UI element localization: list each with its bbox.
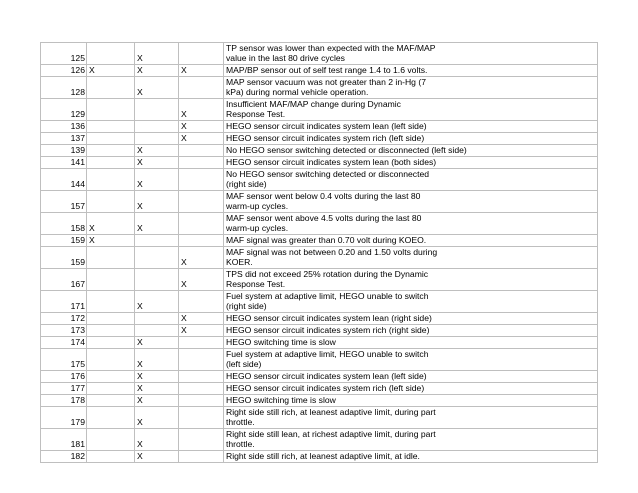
koeo-cell (87, 145, 135, 157)
description-line: HEGO sensor circuit indicates system lean (right side) (226, 313, 432, 323)
koeo-cell (87, 191, 135, 213)
continuous-cell (179, 291, 224, 313)
table-row (41, 371, 598, 383)
table-row (41, 169, 598, 191)
description-line: HEGO switching time is slow (226, 337, 336, 347)
continuous-cell (179, 451, 224, 463)
code-cell: 126 (41, 65, 87, 77)
description-cell (224, 213, 598, 235)
koer-cell: X (135, 191, 179, 213)
koeo-cell (87, 349, 135, 371)
code-cell: 167 (41, 269, 87, 291)
table-row (41, 407, 598, 429)
description-line: MAF signal was greater than 0.70 volt during KOEO. (226, 235, 427, 245)
description-line: TPS did not exceed 25% rotation during the Dynamic (226, 269, 429, 279)
description-line: KOER. (226, 257, 253, 267)
table-row (41, 325, 598, 337)
code-cell: 125 (41, 43, 87, 65)
description-cell (224, 291, 598, 313)
koer-cell (135, 247, 179, 269)
table-row (41, 451, 598, 463)
code-cell: 175 (41, 349, 87, 371)
koer-cell: X (135, 145, 179, 157)
description-cell (224, 99, 598, 121)
koeo-cell (87, 451, 135, 463)
continuous-cell (179, 371, 224, 383)
koer-cell: X (135, 157, 179, 169)
koeo-cell (87, 337, 135, 349)
koer-cell (135, 313, 179, 325)
trouble-code-table (40, 42, 598, 463)
koeo-cell (87, 157, 135, 169)
code-cell: 176 (41, 371, 87, 383)
description-line: MAF sensor went below 0.4 volts during the last 80 (226, 191, 421, 201)
description-cell (224, 65, 598, 77)
koer-cell (135, 325, 179, 337)
description-cell (224, 337, 598, 349)
continuous-cell (179, 349, 224, 371)
description-line: HEGO sensor circuit indicates system rich (right side) (226, 325, 430, 335)
continuous-cell: X (179, 313, 224, 325)
description-line: MAF sensor went above 4.5 volts during the last 80 (226, 213, 422, 223)
description-line: (left side) (226, 359, 262, 369)
description-line: HEGO sensor circuit indicates system lean (left side) (226, 371, 427, 381)
koeo-cell: X (87, 213, 135, 235)
continuous-cell (179, 235, 224, 247)
code-cell: 137 (41, 133, 87, 145)
description-cell (224, 383, 598, 395)
koer-cell: X (135, 383, 179, 395)
description-cell (224, 235, 598, 247)
code-cell: 172 (41, 313, 87, 325)
code-cell: 179 (41, 407, 87, 429)
koeo-cell (87, 247, 135, 269)
koeo-cell (87, 395, 135, 407)
description-cell (224, 191, 598, 213)
code-cell: 159 (41, 247, 87, 269)
description-cell (224, 121, 598, 133)
description-cell (224, 145, 598, 157)
koer-cell (135, 99, 179, 121)
description-cell (224, 325, 598, 337)
description-line: HEGO sensor circuit indicates system rich (left side) (226, 383, 425, 393)
koer-cell: X (135, 169, 179, 191)
continuous-cell (179, 43, 224, 65)
koer-cell: X (135, 213, 179, 235)
code-cell: 174 (41, 337, 87, 349)
code-cell: 136 (41, 121, 87, 133)
continuous-cell (179, 191, 224, 213)
koeo-cell (87, 407, 135, 429)
koeo-cell (87, 383, 135, 395)
description-line: MAF signal was not between 0.20 and 1.50 volts during (226, 247, 438, 257)
description-cell (224, 313, 598, 325)
koer-cell: X (135, 451, 179, 463)
description-line: Response Test. (226, 109, 286, 119)
koeo-cell (87, 99, 135, 121)
code-cell: 129 (41, 99, 87, 121)
koeo-cell (87, 77, 135, 99)
table-row (41, 235, 598, 247)
continuous-cell: X (179, 121, 224, 133)
description-cell (224, 247, 598, 269)
continuous-cell (179, 383, 224, 395)
table-row (41, 65, 598, 77)
description-cell (224, 157, 598, 169)
continuous-cell: X (179, 325, 224, 337)
code-cell: 177 (41, 383, 87, 395)
koeo-cell: X (87, 65, 135, 77)
koeo-cell (87, 269, 135, 291)
description-line: warm-up cycles. (226, 201, 289, 211)
description-line: Right side still rich, at leanest adaptive limit, at idle. (226, 451, 420, 461)
description-cell (224, 169, 598, 191)
table-row (41, 213, 598, 235)
table-row (41, 121, 598, 133)
continuous-cell (179, 157, 224, 169)
description-line: No HEGO sensor switching detected or disconnected (left side) (226, 145, 467, 155)
koeo-cell (87, 371, 135, 383)
description-line: (right side) (226, 179, 267, 189)
description-line: Right side still lean, at richest adaptive limit, during part (226, 429, 436, 439)
code-cell: 173 (41, 325, 87, 337)
koeo-cell (87, 43, 135, 65)
code-cell: 139 (41, 145, 87, 157)
koer-cell: X (135, 77, 179, 99)
continuous-cell (179, 407, 224, 429)
description-cell (224, 395, 598, 407)
koer-cell (135, 133, 179, 145)
description-cell (224, 269, 598, 291)
table-row (41, 429, 598, 451)
description-line: warm-up cycles. (226, 223, 289, 233)
koer-cell: X (135, 65, 179, 77)
continuous-cell (179, 145, 224, 157)
koeo-cell (87, 291, 135, 313)
table-row (41, 145, 598, 157)
code-cell: 178 (41, 395, 87, 407)
code-cell: 171 (41, 291, 87, 313)
continuous-cell: X (179, 269, 224, 291)
koeo-cell: X (87, 235, 135, 247)
description-cell (224, 451, 598, 463)
description-cell (224, 407, 598, 429)
description-line: HEGO sensor circuit indicates system rich (left side) (226, 133, 425, 143)
description-line: No HEGO sensor switching detected or disconnected (226, 169, 430, 179)
description-line: (right side) (226, 301, 267, 311)
code-cell: 128 (41, 77, 87, 99)
koer-cell: X (135, 291, 179, 313)
continuous-cell (179, 337, 224, 349)
description-line: throttle. (226, 439, 255, 449)
code-cell: 182 (41, 451, 87, 463)
description-cell (224, 429, 598, 451)
table-row (41, 77, 598, 99)
table-row (41, 269, 598, 291)
table-row (41, 383, 598, 395)
table-row (41, 133, 598, 145)
koer-cell: X (135, 337, 179, 349)
code-cell: 141 (41, 157, 87, 169)
description-line: MAP/BP sensor out of self test range 1.4 to 1.6 volts. (226, 65, 428, 75)
koer-cell (135, 269, 179, 291)
koeo-cell (87, 313, 135, 325)
koeo-cell (87, 121, 135, 133)
description-line: Fuel system at adaptive limit, HEGO unable to switch (226, 291, 429, 301)
table-row (41, 43, 598, 65)
koeo-cell (87, 429, 135, 451)
code-cell: 144 (41, 169, 87, 191)
continuous-cell (179, 395, 224, 407)
code-cell: 157 (41, 191, 87, 213)
table-row (41, 157, 598, 169)
description-line: HEGO switching time is slow (226, 395, 336, 405)
continuous-cell (179, 213, 224, 235)
koer-cell: X (135, 43, 179, 65)
table-row (41, 291, 598, 313)
table-row (41, 99, 598, 121)
description-line: Fuel system at adaptive limit, HEGO unable to switch (226, 349, 429, 359)
koer-cell (135, 235, 179, 247)
code-cell: 159 (41, 235, 87, 247)
description-line: MAP sensor vacuum was not greater than 2 in-Hg (7 (226, 77, 426, 87)
description-cell (224, 133, 598, 145)
description-line: TP sensor was lower than expected with the MAF/MAP (226, 43, 436, 53)
koer-cell: X (135, 349, 179, 371)
description-line: Right side still rich, at leanest adaptive limit, during part (226, 407, 436, 417)
description-line: Insufficient MAF/MAP change during Dynamic (226, 99, 401, 109)
continuous-cell: X (179, 99, 224, 121)
continuous-cell (179, 429, 224, 451)
code-cell: 181 (41, 429, 87, 451)
description-cell (224, 43, 598, 65)
koer-cell: X (135, 429, 179, 451)
description-line: throttle. (226, 417, 255, 427)
description-line: Response Test. (226, 279, 286, 289)
table-body (41, 43, 598, 463)
koeo-cell (87, 169, 135, 191)
continuous-cell (179, 169, 224, 191)
description-cell (224, 77, 598, 99)
koeo-cell (87, 325, 135, 337)
description-cell (224, 349, 598, 371)
continuous-cell (179, 77, 224, 99)
continuous-cell: X (179, 247, 224, 269)
description-line: kPa) during normal vehicle operation. (226, 87, 369, 97)
description-line: value in the last 80 drive cycles (226, 53, 345, 63)
table-row (41, 191, 598, 213)
koer-cell: X (135, 395, 179, 407)
koeo-cell (87, 133, 135, 145)
table-row (41, 313, 598, 325)
koer-cell: X (135, 371, 179, 383)
table-row (41, 247, 598, 269)
table-row (41, 349, 598, 371)
description-line: HEGO sensor circuit indicates system lean (left side) (226, 121, 427, 131)
description-line: HEGO sensor circuit indicates system lean (both sides) (226, 157, 437, 167)
table-row (41, 337, 598, 349)
code-cell: 158 (41, 213, 87, 235)
koer-cell: X (135, 407, 179, 429)
koer-cell (135, 121, 179, 133)
continuous-cell: X (179, 65, 224, 77)
continuous-cell: X (179, 133, 224, 145)
description-cell (224, 371, 598, 383)
table-row (41, 395, 598, 407)
